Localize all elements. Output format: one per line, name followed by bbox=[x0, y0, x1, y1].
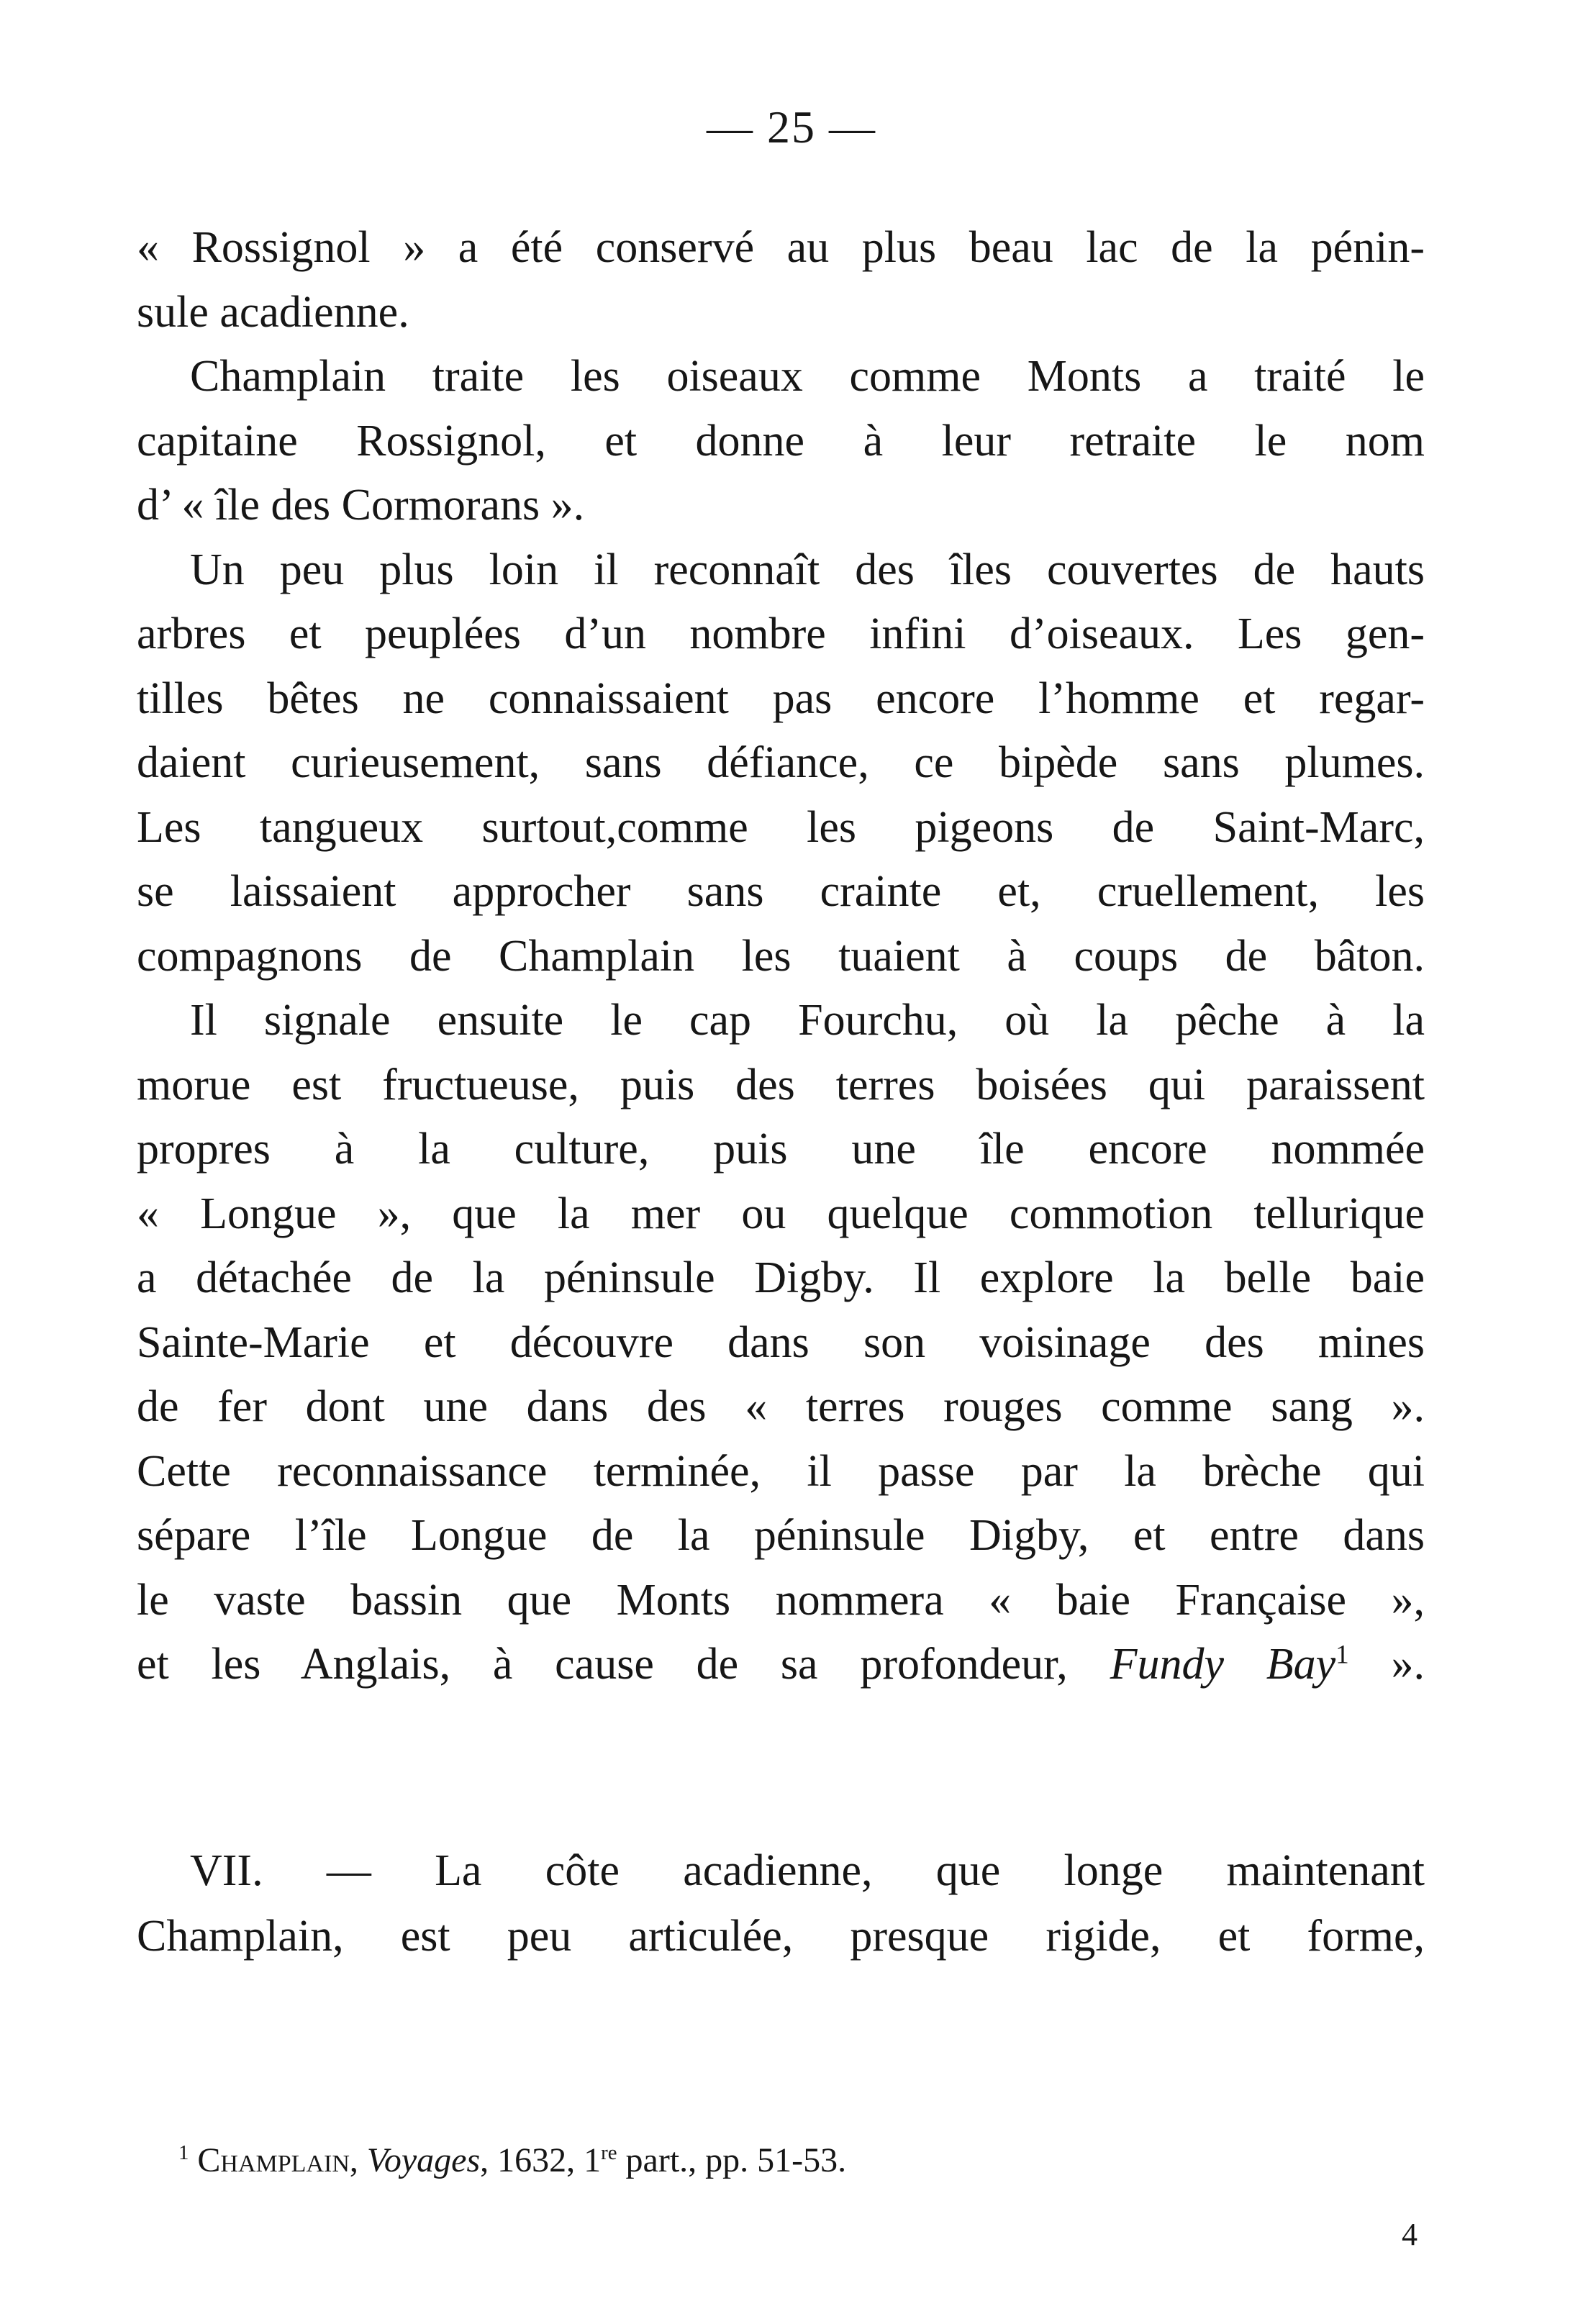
text-line: Cette reconnaissance terminée, il passe par la brèche qui bbox=[137, 1446, 1425, 1496]
page-number: — 25 — bbox=[707, 101, 876, 153]
text-line: Il signale ensuite le cap Fourchu, où la pêche à la bbox=[190, 996, 1425, 1045]
text-line: « Longue », que la mer ou quelque commotion tellurique bbox=[137, 1189, 1425, 1238]
main-text bbox=[137, 216, 1425, 1697]
text-line: le vaste bassin que Monts nommera « baie Française », bbox=[137, 1575, 1425, 1625]
text-segment: et les Anglais, à cause de sa profondeur, bbox=[137, 1640, 1110, 1689]
text-line: a détachée de la péninsule Digby. Il explore la belle baie bbox=[137, 1253, 1425, 1302]
text-line: VII. — La côte acadienne, que longe maintenant bbox=[190, 1846, 1425, 1895]
text-line: Les tangueux surtout,comme les pigeons de Saint-Marc, bbox=[137, 802, 1425, 852]
text-line: morue est fructueuse, puis des terres boisées qui paraissent bbox=[137, 1060, 1425, 1109]
footnote-text: part., pp. 51-53. bbox=[617, 2141, 847, 2179]
text-line-final bbox=[137, 1633, 1425, 1697]
text-line: daient curieusement, sans défiance, ce bipède sans plumes. bbox=[137, 738, 1425, 787]
text-line: capitaine Rossignol, et donne à leur retraite le nom bbox=[137, 416, 1425, 466]
footnote-sep: , bbox=[349, 2141, 367, 2179]
text-line: Sainte-Marie et découvre dans son voisinage des mines bbox=[137, 1317, 1425, 1367]
footnote bbox=[178, 2141, 846, 2180]
text-line: Champlain, est peu articulée, presque rigide, et forme, bbox=[137, 1912, 1425, 1961]
footnote-ordinal: re bbox=[601, 2141, 617, 2164]
footnote-marker: 1 bbox=[178, 2141, 189, 2164]
footnote-reference: 1 bbox=[1335, 1640, 1349, 1670]
footnote-text: , 1632, 1 bbox=[480, 2141, 602, 2179]
footnote-author: Champlain bbox=[197, 2141, 350, 2179]
text-line: de fer dont une dans des « terres rouges comme sang ». bbox=[137, 1382, 1425, 1431]
text-line: sule acadienne. bbox=[137, 287, 409, 337]
signature-mark: 4 bbox=[1402, 2217, 1418, 2252]
text-line: compagnons de Champlain les tuaient à coups de bâton. bbox=[137, 931, 1425, 981]
text-line: d’ « île des Cormorans ». bbox=[137, 481, 585, 530]
text-line: se laissaient approcher sans crainte et, cruellement, les bbox=[137, 867, 1425, 916]
text-line: « Rossignol » a été conservé au plus beau lac de la pénin- bbox=[137, 223, 1425, 272]
italic-title: Fundy Bay bbox=[1110, 1640, 1336, 1689]
text-line: sépare l’île Longue de la péninsule Digby, et entre dans bbox=[137, 1511, 1425, 1560]
section-vii bbox=[137, 1838, 1425, 1969]
text-line: Champlain traite les oiseaux comme Monts a traité le bbox=[190, 352, 1425, 401]
text-line: arbres et peuplées d’un nombre infini d’oiseaux. Les gen- bbox=[137, 609, 1425, 658]
text-line: Un peu plus loin il reconnaît des îles couvertes de hauts bbox=[190, 545, 1425, 594]
footnote-title: Voyages bbox=[366, 2141, 481, 2179]
text-line: tilles bêtes ne connaissaient pas encore l’homme et regar- bbox=[137, 673, 1425, 723]
text-line: propres à la culture, puis une île encore nommée bbox=[137, 1125, 1425, 1174]
text-segment: ». bbox=[1348, 1640, 1425, 1689]
